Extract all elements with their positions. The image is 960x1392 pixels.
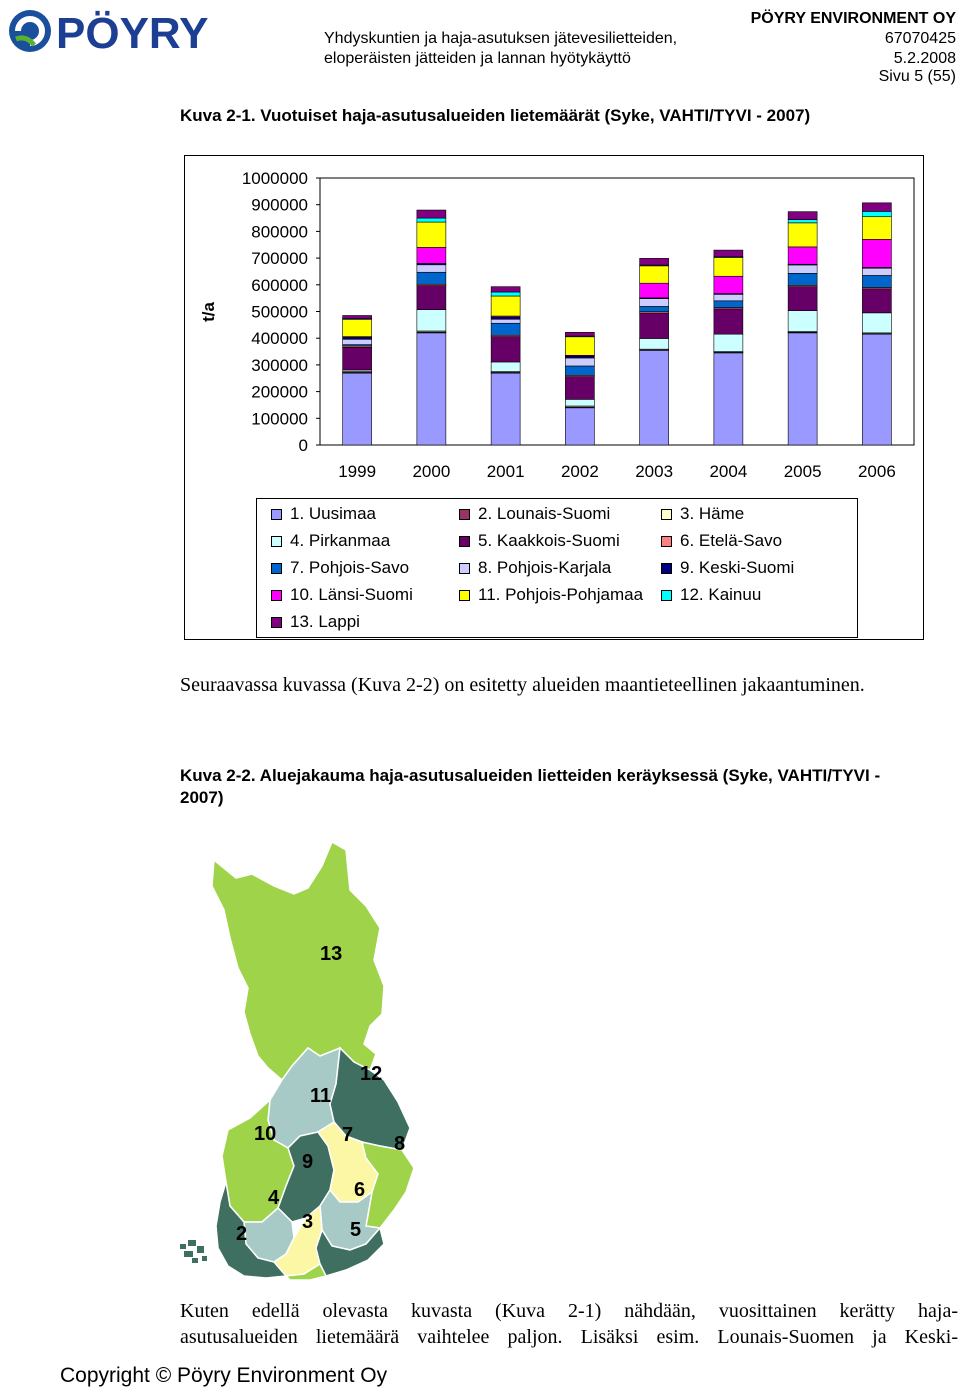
legend-label: 5. Kaakkois-Suomi: [478, 531, 620, 550]
legend-item: [271, 585, 413, 605]
legend-swatch: [661, 509, 672, 520]
header-doc-number: 67070425: [884, 30, 956, 47]
header-date: 5.2.2008: [893, 50, 956, 67]
bar-segment-2005-8: [788, 265, 817, 274]
bar-segment-1999-1: [343, 373, 372, 445]
bar-segment-2001-13: [491, 287, 520, 292]
legend-swatch: [459, 563, 470, 574]
bar-segment-2004-1: [714, 353, 743, 445]
bar-segment-2006-1: [862, 334, 891, 445]
x-tick-label: 2001: [486, 462, 525, 481]
bar-segment-2006-11: [862, 217, 891, 240]
aland-islands: [180, 1240, 207, 1263]
legend-swatch: [459, 536, 470, 547]
bar-segment-2000-10: [417, 247, 446, 263]
bar-segment-2000-5: [417, 286, 446, 310]
legend-item: [459, 585, 643, 605]
bar-segment-2002-1: [565, 408, 594, 445]
map-label-4: 4: [268, 1187, 280, 1209]
figure2-caption-line1: Kuva 2-2. Aluejakauma haja-asutusalueiden lietteiden keräyksessä (Syke, VAHTI/TYVI -: [180, 766, 881, 785]
y-tick-label: 500000: [251, 302, 308, 322]
bar-segment-2004-11: [714, 258, 743, 277]
y-axis-label: t/a: [199, 302, 218, 322]
legend-swatch: [661, 536, 672, 547]
bar-segment-2002-5: [565, 377, 594, 400]
map-label-2: 2: [236, 1223, 248, 1245]
bar-segment-2002-13: [565, 332, 594, 336]
x-tick-label: 1999: [338, 462, 377, 481]
legend-label: 13. Lappi: [290, 612, 360, 631]
y-tick-label: 600000: [251, 275, 308, 295]
bar-segment-2000-4: [417, 310, 446, 331]
bar-segment-2006-10: [862, 239, 891, 267]
bar-segment-2001-11: [491, 296, 520, 316]
y-tick-label: 200000: [251, 382, 308, 402]
bar-segment-2002-4: [565, 399, 594, 406]
bar-segment-2004-13: [714, 250, 743, 257]
bar-segment-1999-11: [343, 319, 372, 336]
legend-item: [661, 504, 744, 524]
legend-swatch: [271, 536, 282, 547]
figure2-caption-line2: 2007): [180, 788, 224, 807]
bar-segment-2001-5: [491, 337, 520, 362]
bar-segment-2003-11: [640, 266, 669, 283]
map-label-5: 5: [350, 1219, 362, 1241]
bar-segment-2002-7: [565, 366, 594, 375]
bar-segment-2006-8: [862, 268, 891, 275]
figure1-caption: Kuva 2-1. Vuotuiset haja-asutusalueiden lietemäärät (Syke, VAHTI/TYVI - 2007): [180, 106, 811, 125]
bar-segment-2005-4: [788, 311, 817, 332]
y-tick-label: 300000: [251, 355, 308, 375]
bar-segment-1999-8: [343, 339, 372, 344]
y-tick-label: 700000: [251, 249, 308, 269]
legend-label: 12. Kainuu: [680, 585, 762, 604]
legend-item: [271, 612, 360, 632]
bar-segment-2005-5: [788, 287, 817, 311]
legend-swatch: [271, 563, 282, 574]
legend-swatch: [459, 590, 470, 601]
bar-segment-2000-1: [417, 333, 446, 445]
region-13-lappi: [212, 842, 384, 1080]
legend-swatch: [271, 590, 282, 601]
bar-segment-2001-4: [491, 362, 520, 371]
legend-label: 6. Etelä-Savo: [680, 531, 783, 550]
x-tick-label: 2006: [857, 462, 896, 481]
legend-item: [661, 585, 761, 605]
paragraph-body-line2: asutusalueiden lietemäärä vaihtelee paljon. Lisäksi esim. Lounais-Suomen ja Keski-: [180, 1326, 958, 1348]
y-tick-label: 0: [298, 436, 308, 455]
bar-segment-2003-8: [640, 298, 669, 306]
logo-wordmark: PÖYRY: [56, 9, 209, 56]
x-tick-label: 2002: [560, 462, 599, 481]
legend-label: 2. Lounais-Suomi: [478, 504, 611, 523]
map-label-11: 11: [310, 1085, 332, 1107]
legend-swatch: [661, 590, 672, 601]
bar-segment-2002-11: [565, 337, 594, 356]
bar-segment-2004-10: [714, 276, 743, 293]
y-tick-label: 800000: [251, 222, 308, 242]
bar-segment-2003-10: [640, 283, 669, 298]
map-label-9: 9: [302, 1151, 314, 1173]
chart-legend: [256, 498, 858, 638]
legend-item: [459, 558, 611, 578]
bar-segment-2000-11: [417, 222, 446, 247]
bar-segment-2005-13: [788, 212, 817, 220]
bar-segment-1999-13: [343, 316, 372, 319]
bar-segment-2003-13: [640, 258, 669, 265]
bar-segment-2000-13: [417, 210, 446, 218]
x-tick-label: 2005: [783, 462, 822, 481]
paragraph-body-line1: Kuten edellä olevasta kuvasta (Kuva 2-1) nähdään, vuosittainen kerätty haja-: [180, 1300, 958, 1322]
bar-segment-2005-12: [788, 220, 817, 223]
legend-swatch: [271, 617, 282, 628]
header-company: PÖYRY ENVIRONMENT OY: [750, 10, 956, 27]
y-tick-label: 400000: [251, 329, 308, 349]
bar-segment-2005-1: [788, 333, 817, 445]
legend-label: 3. Häme: [680, 504, 745, 523]
poyry-logo: [4, 4, 244, 56]
bar-segment-2004-8: [714, 294, 743, 301]
bar-segment-2005-10: [788, 247, 817, 264]
bar-segment-2006-12: [862, 211, 891, 216]
legend-label: 10. Länsi-Suomi: [290, 585, 413, 604]
legend-item: [661, 558, 794, 578]
legend-item: [271, 504, 376, 524]
bar-segment-2002-8: [565, 358, 594, 366]
bar-segment-2001-1: [491, 373, 520, 445]
map-label-6: 6: [354, 1179, 366, 1201]
x-tick-label: 2004: [709, 462, 748, 481]
bar-segment-2000-8: [417, 265, 446, 272]
legend-swatch: [661, 563, 672, 574]
bar-segment-2001-9: [491, 317, 520, 319]
bar-segment-2006-7: [862, 275, 891, 287]
legend-label: 8. Pohjois-Karjala: [478, 558, 612, 577]
bar-segment-2004-4: [714, 334, 743, 351]
legend-swatch: [271, 509, 282, 520]
bar-segment-2003-5: [640, 313, 669, 338]
bar-segment-2003-1: [640, 350, 669, 445]
bar-segment-2004-5: [714, 309, 743, 334]
map-label-7: 7: [342, 1124, 354, 1146]
bar-segment-2005-7: [788, 273, 817, 285]
footer-copyright: Copyright © Pöyry Environment Oy: [60, 1364, 388, 1387]
y-tick-label: 900000: [251, 195, 308, 215]
legend-item: [271, 558, 409, 578]
map-label-12: 12: [360, 1063, 383, 1085]
legend-label: 9. Keski-Suomi: [680, 558, 795, 577]
bar-segment-2000-12: [417, 218, 446, 222]
x-tick-label: 2003: [635, 462, 674, 481]
bar-segment-2003-4: [640, 338, 669, 349]
map-label-10: 10: [254, 1123, 277, 1145]
bar-segment-2000-7: [417, 272, 446, 284]
y-tick-label: 100000: [251, 409, 308, 429]
legend-item: [271, 531, 390, 551]
bar-segment-2004-7: [714, 301, 743, 308]
legend-item: [661, 531, 782, 551]
map-label-3: 3: [302, 1211, 314, 1233]
map-label-8: 8: [394, 1133, 406, 1155]
legend-item: [459, 531, 620, 551]
plot-area: [320, 178, 914, 445]
legend-swatch: [459, 509, 470, 520]
map-label-13: 13: [320, 943, 343, 965]
legend-label: 11. Pohjois-Pohjamaa: [478, 585, 644, 604]
bar-segment-1999-5: [343, 347, 372, 370]
x-tick-label: 2000: [412, 462, 451, 481]
bar-segment-2006-4: [862, 313, 891, 333]
legend-label: 1. Uusimaa: [290, 504, 376, 523]
bar-segment-2006-5: [862, 289, 891, 313]
header-subject-line1: Yhdyskuntien ja haja-asutuksen jätevesilietteiden,: [324, 30, 678, 47]
legend-label: 7. Pohjois-Savo: [290, 558, 410, 577]
legend-label: 4. Pirkanmaa: [290, 531, 391, 550]
bar-segment-2003-7: [640, 306, 669, 311]
bar-segment-2001-7: [491, 323, 520, 335]
bar-segment-2001-8: [491, 319, 520, 323]
paragraph-intro: Seuraavassa kuvassa (Kuva 2-2) on esitetty alueiden maantieteellinen jakaantuminen.: [180, 674, 865, 696]
bar-segment-2006-13: [862, 203, 891, 212]
header-subject-line2: eloperäisten jätteiden ja lannan hyötykäyttö: [324, 50, 631, 67]
finland-region-map: [170, 830, 430, 1280]
y-tick-label: 1000000: [241, 169, 308, 188]
header-page: Sivu 5 (55): [878, 68, 956, 85]
bar-segment-2005-11: [788, 223, 817, 247]
bar-segment-2001-12: [491, 292, 520, 296]
legend-item: [459, 504, 610, 524]
